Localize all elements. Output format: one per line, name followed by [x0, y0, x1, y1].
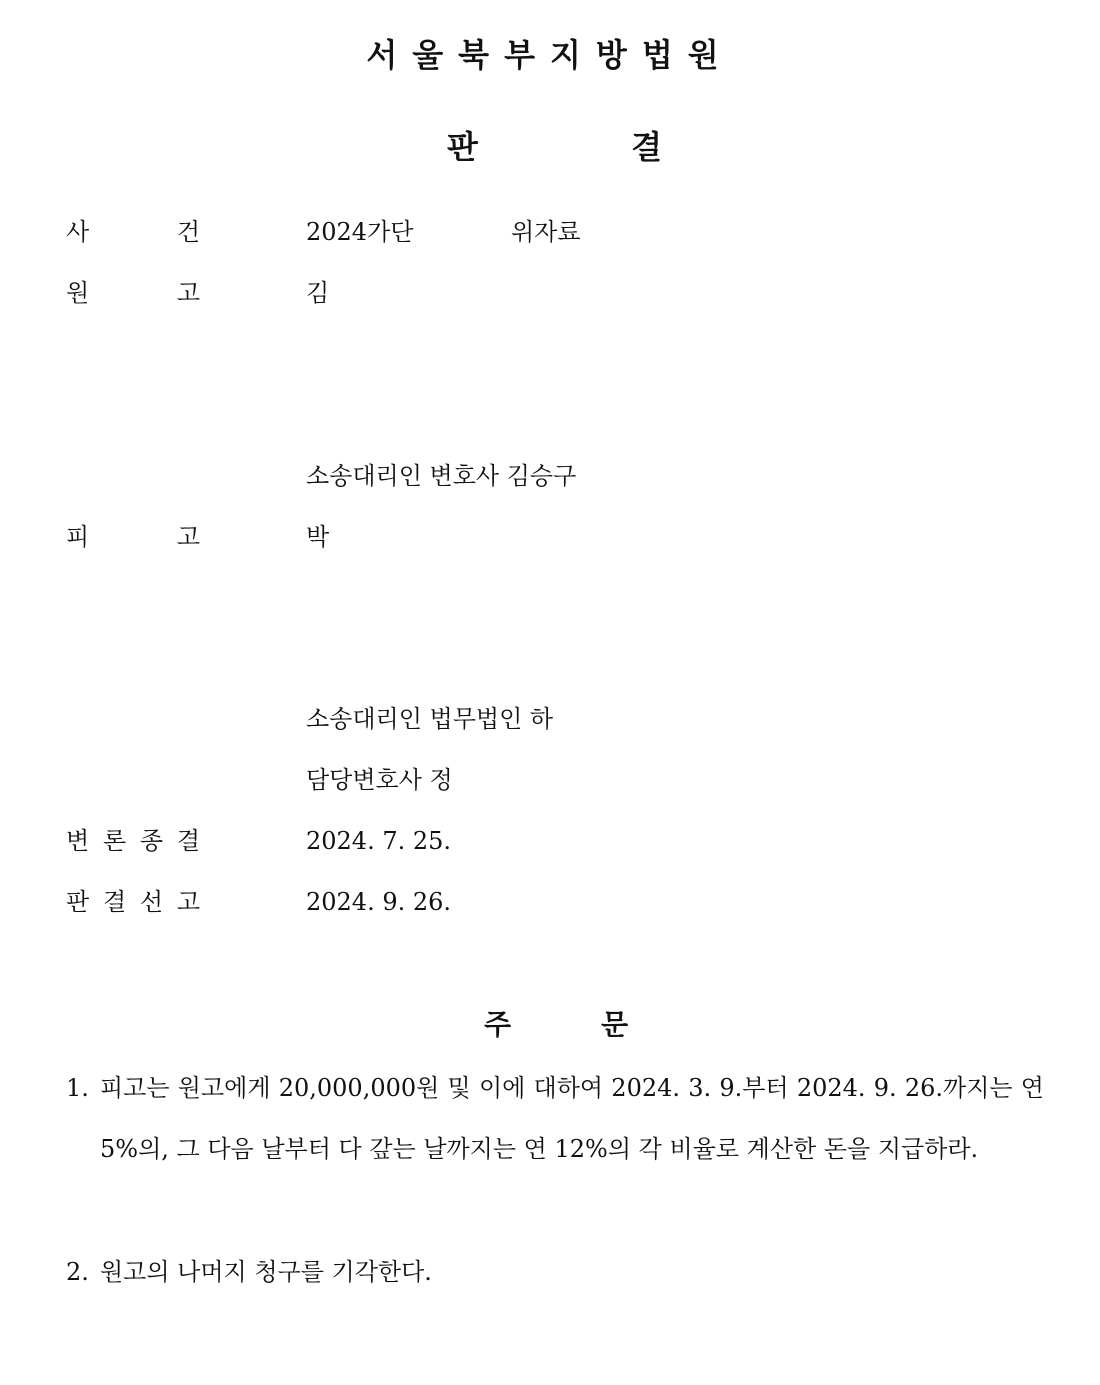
document-title-char: 결 — [631, 128, 662, 166]
case-value — [306, 212, 581, 252]
close-date-label: 변 론 종 결 — [66, 827, 200, 855]
order-item-1 — [66, 1058, 1044, 1180]
order-text: 피고는 원고에게 20,000,000원 및 이에 대하여 2024. 3. 9.부터 2024. 9. 26.까지는 연 5%의, 그 다음 날부터 다 갚는 날까지는 연 12%의 각 비율로 계산한 돈을 지급하라. — [100, 1074, 1044, 1163]
order-text: 원고의 나머지 청구를 기각한다. — [100, 1258, 432, 1286]
case-label: 사 건 — [66, 218, 200, 246]
order-item-2 — [66, 1242, 1044, 1303]
plaintiff-name: 김 — [306, 279, 330, 307]
court-name: 서울북부지방법원 — [366, 36, 734, 74]
order-number: 1. — [66, 1074, 89, 1102]
plaintiff-agent: 소송대리인 변호사 김승구 — [306, 462, 577, 490]
document-title — [447, 122, 662, 168]
section-title-order: 주 문 — [484, 1008, 628, 1041]
case-name: 위자료 — [511, 218, 581, 246]
document-title-char: 판 — [447, 128, 478, 166]
ruling-date-value: 2024. 9. 26. — [306, 888, 452, 916]
close-date-value: 2024. 7. 25. — [306, 827, 452, 855]
defendant-name: 박 — [306, 523, 330, 551]
defendant-attorney: 담당변호사 정 — [306, 766, 453, 794]
order-number: 2. — [66, 1258, 89, 1286]
plaintiff-label: 원 고 — [66, 279, 200, 307]
defendant-label: 피 고 — [66, 523, 200, 551]
case-number: 2024가단 — [306, 218, 414, 246]
ruling-date-label: 판 결 선 고 — [66, 888, 200, 916]
defendant-agent: 소송대리인 법무법인 하 — [306, 705, 554, 733]
